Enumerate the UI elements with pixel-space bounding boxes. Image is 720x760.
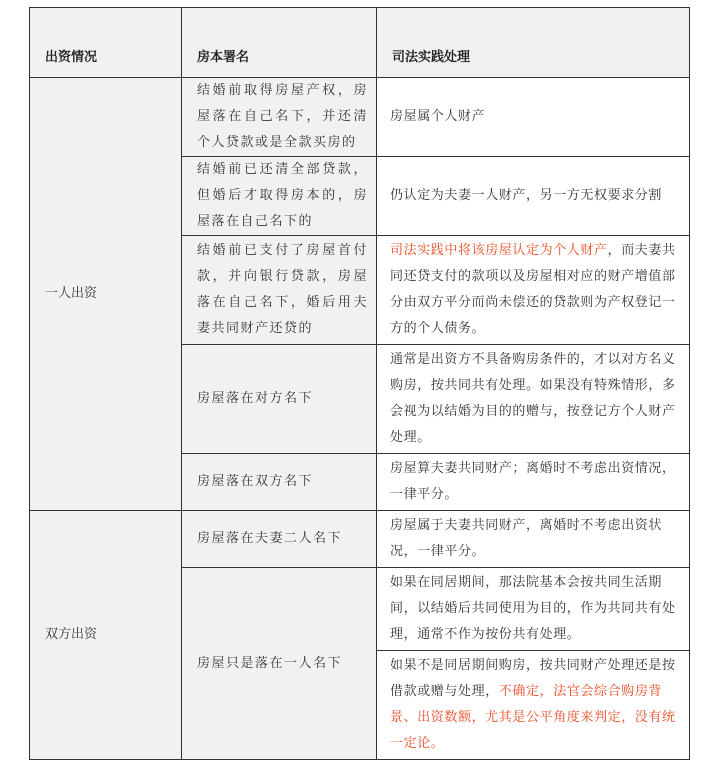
group-label: 一人出资 xyxy=(45,286,98,301)
practice-cell: 房屋属于夫妻共同财产，离婚时不考虑出资状况，一律平分。 xyxy=(377,511,690,568)
practice-cell: 仍认定为夫妻一人财产，另一方无权要求分割 xyxy=(377,157,690,236)
practice-cell: 司法实践中将该房屋认定为个人财产，而夫妻共同还贷支付的款项以及房屋相对应的财产增值部分由双方平分而尚未偿还的贷款则为产权登记一方的个人债务。 xyxy=(377,236,690,345)
practice-cell: 房屋算夫妻共同财产；离婚时不考虑出资情况，一律平分。 xyxy=(377,454,690,511)
property-division-table xyxy=(29,7,690,760)
deed-cell: 房屋落在双方名下 xyxy=(182,454,377,511)
practice-cell: 通常是出资方不具备购房条件的，才以对方名义购房，按共同共有处理。如果没有特殊情形，多会视为以结婚为目的的赠与，按登记方个人财产处理。 xyxy=(377,345,690,454)
highlight-text: 司法实践中将该房屋认定为个人财产 xyxy=(390,243,608,258)
deed-cell: 结婚前已支付了房屋首付款，并向银行贷款，房屋落在自己名下，婚后用夫妻共同财产还贷的 xyxy=(182,236,377,345)
table-header-row xyxy=(30,8,690,78)
deed-cell: 结婚前取得房屋产权，房屋落在自己名下，并还清个人贷款或是全款买房的 xyxy=(182,78,377,157)
group-joint-funding xyxy=(30,511,182,760)
practice-cell: 房屋属个人财产 xyxy=(377,78,690,157)
practice-cell: 如果在同居期间，那法院基本会按共同生活期间，以结婚后共同使用为目的，作为共同共有处理，通常不作为按份共有处理。 xyxy=(377,568,690,651)
practice-cell: 如果不是同居期间购房，按共同财产处理还是按借款或赠与处理，不确定，法官会综合购房背景、出资数额，尤其是公平角度来判定，没有统一定论。 xyxy=(377,651,690,760)
group-single-funding xyxy=(30,78,182,511)
header-judicial-practice: 司法实践处理 xyxy=(377,8,690,78)
table-row xyxy=(30,511,690,568)
highlight-text: 不确定，法官会综合购房背景、出资数额，尤其是公平角度来判定，没有统一定论。 xyxy=(390,684,676,751)
header-title-deed: 房本署名 xyxy=(182,8,377,78)
deed-cell: 结婚前已还清全部贷款，但婚后才取得房本的，房屋落在自己名下的 xyxy=(182,157,377,236)
deed-cell: 房屋只是落在一人名下 xyxy=(182,568,377,760)
deed-cell: 房屋落在对方名下 xyxy=(182,345,377,454)
group-label: 双方出资 xyxy=(45,627,98,642)
deed-cell: 房屋落在夫妻二人名下 xyxy=(182,511,377,568)
table-row xyxy=(30,78,690,157)
header-funding: 出资情况 xyxy=(30,8,182,78)
